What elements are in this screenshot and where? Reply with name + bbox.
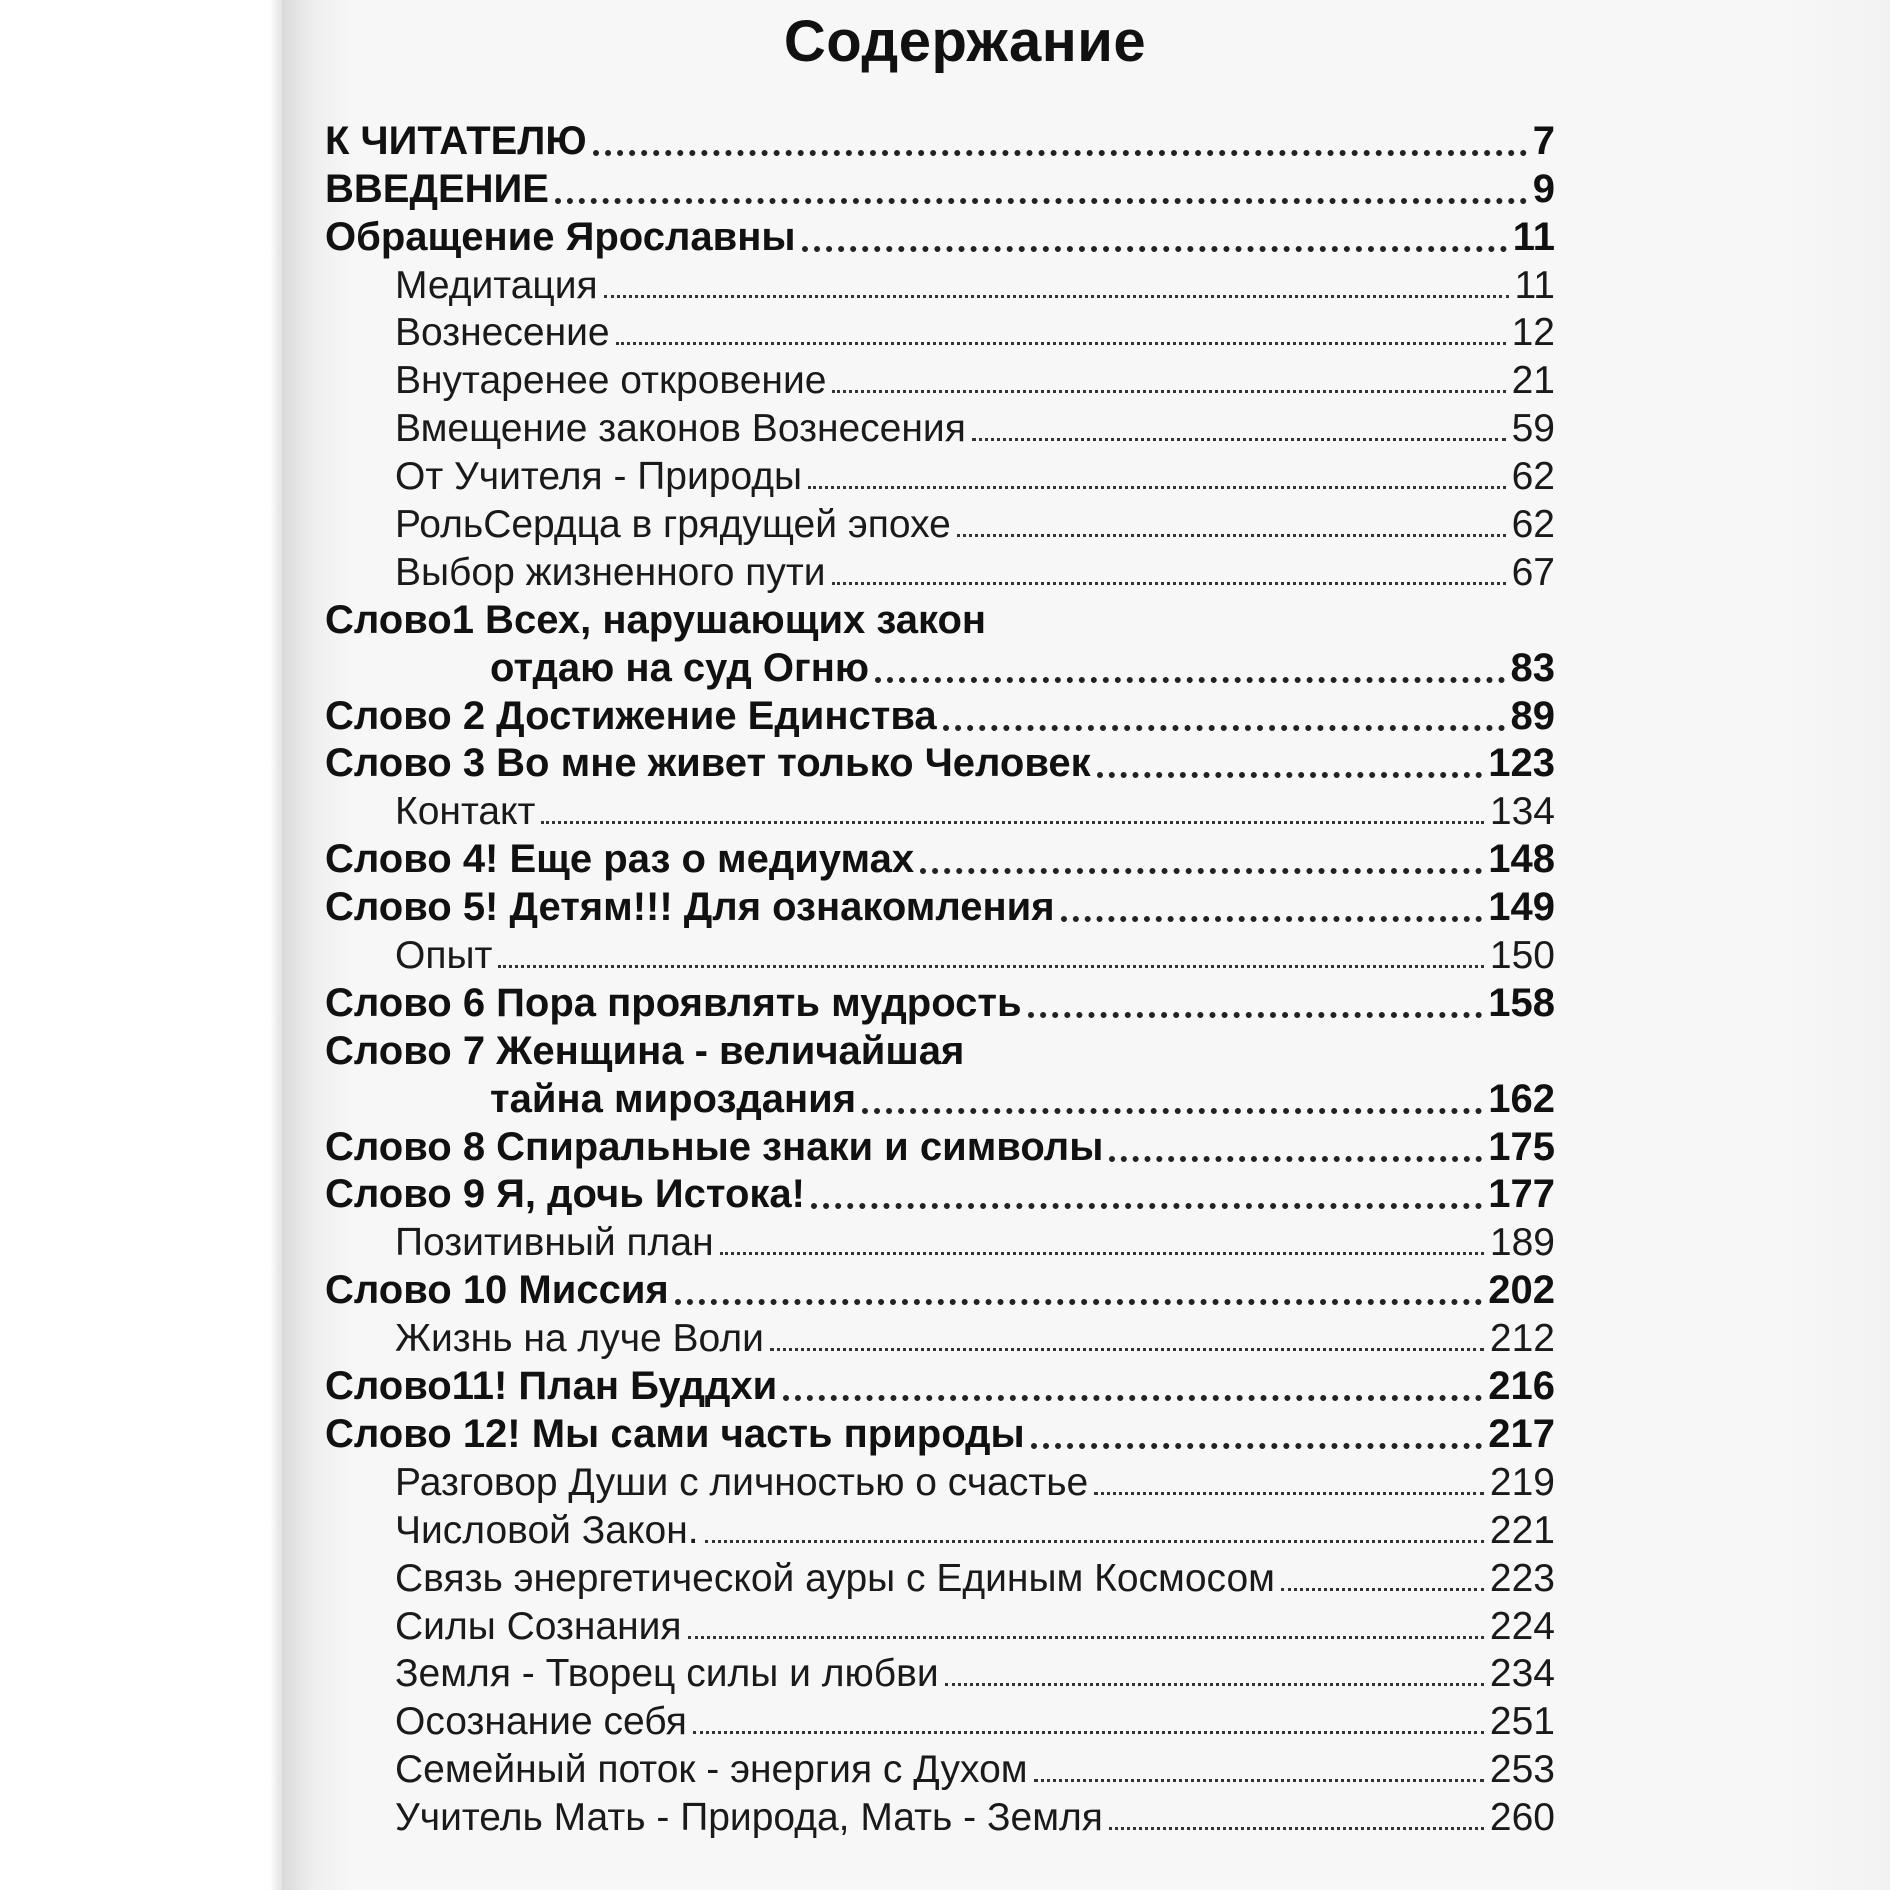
toc-entry-title: Слово 8 Спиральные знаки и символы <box>325 1124 1104 1169</box>
toc-entry[interactable] <box>325 1601 1555 1649</box>
toc-entry[interactable] <box>325 978 1555 1026</box>
dot-leader <box>604 295 1509 298</box>
toc-entry-title: Слово 6 Пора проявлять мудрость <box>325 980 1022 1025</box>
toc-entry-page-number: 216 <box>1488 1364 1555 1409</box>
toc-entry-title: Связь энергетической ауры с Единым Космосом <box>395 1556 1275 1600</box>
dot-leader <box>832 390 1505 393</box>
dot-leader <box>1097 772 1483 778</box>
toc-entry[interactable] <box>325 595 1555 643</box>
toc-entry-page-number: 219 <box>1489 1460 1555 1504</box>
toc-entry[interactable] <box>325 786 1555 834</box>
toc-entry-title: Семейный поток - энергия с Духом <box>395 1748 1028 1792</box>
toc-entry-title: Опыт <box>395 934 493 978</box>
toc-entry[interactable] <box>325 547 1555 595</box>
toc-entry[interactable] <box>325 882 1555 930</box>
toc-entry-page-number: 234 <box>1489 1652 1555 1696</box>
toc-entry-page-number: 21 <box>1511 359 1555 403</box>
toc-entry[interactable] <box>325 1265 1555 1313</box>
toc-entry[interactable] <box>325 1792 1555 1840</box>
toc-entry-page-number: 123 <box>1488 741 1555 786</box>
toc-entry[interactable] <box>325 1122 1555 1170</box>
dot-leader <box>1109 1827 1484 1830</box>
toc-entry-page-number: 175 <box>1488 1124 1555 1169</box>
toc-entry-page-number: 177 <box>1488 1172 1555 1217</box>
toc-entry-page-number: 149 <box>1488 885 1555 930</box>
toc-entry-page-number: 11 <box>1512 214 1555 259</box>
toc-entry-title: РольСердца в грядущей эпохе <box>395 503 951 547</box>
toc-entry-page-number: 9 <box>1532 166 1555 211</box>
toc-entry[interactable] <box>325 1649 1555 1697</box>
toc-entry[interactable] <box>325 116 1555 164</box>
dot-leader <box>770 1348 1484 1351</box>
dot-leader <box>541 821 1483 824</box>
dot-leader <box>616 342 1506 345</box>
dot-leader <box>1061 916 1483 922</box>
dot-leader <box>593 150 1527 156</box>
dot-leader <box>972 438 1506 441</box>
toc-entry[interactable] <box>325 1026 1555 1074</box>
toc-entry-page-number: 83 <box>1510 645 1555 690</box>
dot-leader <box>875 677 1504 683</box>
toc-entry-page-number: 260 <box>1489 1796 1555 1840</box>
dot-leader <box>1031 1443 1483 1449</box>
dot-leader <box>832 582 1506 585</box>
toc-entry-page-number: 217 <box>1488 1411 1555 1456</box>
toc-entry-page-number: 158 <box>1488 980 1555 1025</box>
toc-entry-title: Вмещение законов Вознесения <box>395 407 966 451</box>
toc-entry[interactable] <box>325 739 1555 787</box>
toc-entry-title: От Учителя - Природы <box>395 455 803 499</box>
toc-entry[interactable] <box>325 1457 1555 1505</box>
toc-entry-title: Слово 9 Я, дочь Истока! <box>325 1172 805 1217</box>
toc-entry-page-number: 224 <box>1489 1604 1555 1648</box>
toc-entry-page-number: 7 <box>1532 118 1555 163</box>
toc-entry-title: Осознание себя <box>395 1700 687 1744</box>
toc-entry[interactable] <box>325 260 1555 308</box>
dot-leader <box>688 1636 1484 1639</box>
toc-entry[interactable] <box>325 1505 1555 1553</box>
toc-entry-title: Слово1 Всех, нарушающих закон <box>325 597 987 642</box>
dot-leader <box>1281 1588 1484 1591</box>
toc-entry-page-number: 150 <box>1489 934 1555 978</box>
toc-entry-title: Обращение Ярославны <box>325 214 796 259</box>
toc-entry[interactable] <box>325 403 1555 451</box>
toc-entry-page-number: 11 <box>1514 263 1555 307</box>
toc-entry-title: Учитель Мать - Природа, Мать - Земля <box>395 1796 1103 1840</box>
book-gutter <box>0 0 290 1890</box>
dot-leader <box>675 1299 1483 1305</box>
toc-entry-page-number: 67 <box>1511 550 1555 594</box>
toc-entry-title: Числовой Закон. <box>395 1508 699 1552</box>
toc-entry-page-number: 223 <box>1489 1556 1555 1600</box>
toc-entry-title: Контакт <box>395 790 536 834</box>
toc-entry-title: Слово 10 Миссия <box>325 1268 669 1313</box>
toc-entry-title: Силы Сознания <box>395 1604 682 1648</box>
toc-entry[interactable] <box>325 308 1555 356</box>
toc-entry-title: Слово 7 Женщина - величайшая <box>325 1028 965 1073</box>
toc-entry[interactable] <box>325 834 1555 882</box>
toc-entry-title: Позитивный план <box>395 1221 714 1265</box>
toc-entry[interactable] <box>325 1553 1555 1601</box>
toc-entry[interactable] <box>325 499 1555 547</box>
toc-entry[interactable] <box>325 1313 1555 1361</box>
toc-entry-title: К ЧИТАТЕЛЮ <box>325 118 587 163</box>
dot-leader <box>920 868 1482 874</box>
toc-entry-page-number: 253 <box>1489 1748 1555 1792</box>
dot-leader <box>957 534 1506 537</box>
toc-entry-title: Слово 4! Еще раз о медиумах <box>325 837 915 882</box>
page-title: Содержание <box>783 9 1147 74</box>
toc-entry[interactable] <box>325 1074 1555 1122</box>
toc-entry-page-number: 89 <box>1510 693 1555 738</box>
toc-entry[interactable] <box>325 930 1555 978</box>
dot-leader <box>943 725 1505 731</box>
dot-leader <box>555 198 1527 204</box>
dot-leader <box>945 1683 1484 1686</box>
toc-entry-title: Вознесение <box>395 311 610 355</box>
dot-leader <box>1109 1156 1482 1162</box>
toc-entry-title: тайна мироздания <box>490 1076 857 1121</box>
toc-entry[interactable] <box>325 1744 1555 1792</box>
toc-entry-page-number: 202 <box>1488 1268 1555 1313</box>
toc-entry-page-number: 148 <box>1488 837 1555 882</box>
toc-entry[interactable] <box>325 1696 1555 1744</box>
toc-entry-title: Слово 3 Во мне живет только Человек <box>325 741 1091 786</box>
toc-entry[interactable] <box>325 164 1555 212</box>
toc-entry[interactable] <box>325 691 1555 739</box>
toc-entry-title: Внутаренее откровение <box>395 359 827 403</box>
toc-entry-page-number: 221 <box>1489 1508 1555 1552</box>
toc-entry-page-number: 251 <box>1489 1700 1555 1744</box>
toc-entry-title: Выбор жизненного пути <box>395 550 826 594</box>
dot-leader <box>862 1108 1482 1114</box>
toc-entry[interactable] <box>325 355 1555 403</box>
dot-leader <box>783 1395 1482 1401</box>
dot-leader <box>811 1203 1482 1209</box>
toc-entry-page-number: 212 <box>1489 1317 1555 1361</box>
toc-entry-page-number: 62 <box>1511 455 1555 499</box>
toc-entry-title: Жизнь на луче Воли <box>395 1317 764 1361</box>
toc-entry-page-number: 12 <box>1511 311 1555 355</box>
toc-entry[interactable] <box>325 1409 1555 1457</box>
toc-entry-title: Медитация <box>395 263 598 307</box>
toc-entry-title: Слово 5! Детям!!! Для ознакомления <box>325 885 1055 930</box>
toc-entry-title: Слово11! План Буддхи <box>325 1364 778 1409</box>
toc-entry[interactable] <box>325 1361 1555 1409</box>
toc-entry-page-number: 162 <box>1488 1076 1555 1121</box>
toc-entry[interactable] <box>325 451 1555 499</box>
dot-leader <box>693 1731 1484 1734</box>
dot-leader <box>720 1252 1484 1255</box>
toc-entry-page-number: 189 <box>1489 1221 1555 1265</box>
dot-leader <box>705 1540 1484 1543</box>
toc-entry-title: Разговор Души с личностью о счастье <box>395 1460 1089 1504</box>
toc-entry-title: Слово 2 Достижение Единства <box>325 693 937 738</box>
dot-leader <box>498 965 1484 968</box>
toc-entry-page-number: 134 <box>1489 790 1555 834</box>
toc-entry-title: Земля - Творец силы и любви <box>395 1652 939 1696</box>
dot-leader <box>1028 1012 1483 1018</box>
dot-leader <box>808 486 1506 489</box>
toc-entry[interactable] <box>325 643 1555 691</box>
toc-entry[interactable] <box>325 1217 1555 1265</box>
toc-entry-title: ВВЕДЕНИЕ <box>325 166 549 211</box>
table-of-contents <box>325 116 1555 1840</box>
toc-entry[interactable] <box>325 1170 1555 1218</box>
toc-entry-page-number: 59 <box>1511 407 1555 451</box>
toc-entry[interactable] <box>325 212 1555 260</box>
toc-entry-title: Слово 12! Мы сами часть природы <box>325 1411 1025 1456</box>
toc-entry-title: отдаю на суд Огню <box>490 645 870 690</box>
dot-leader <box>802 246 1507 252</box>
dot-leader <box>1094 1492 1484 1495</box>
toc-entry-page-number: 62 <box>1511 503 1555 547</box>
dot-leader <box>1034 1779 1484 1782</box>
